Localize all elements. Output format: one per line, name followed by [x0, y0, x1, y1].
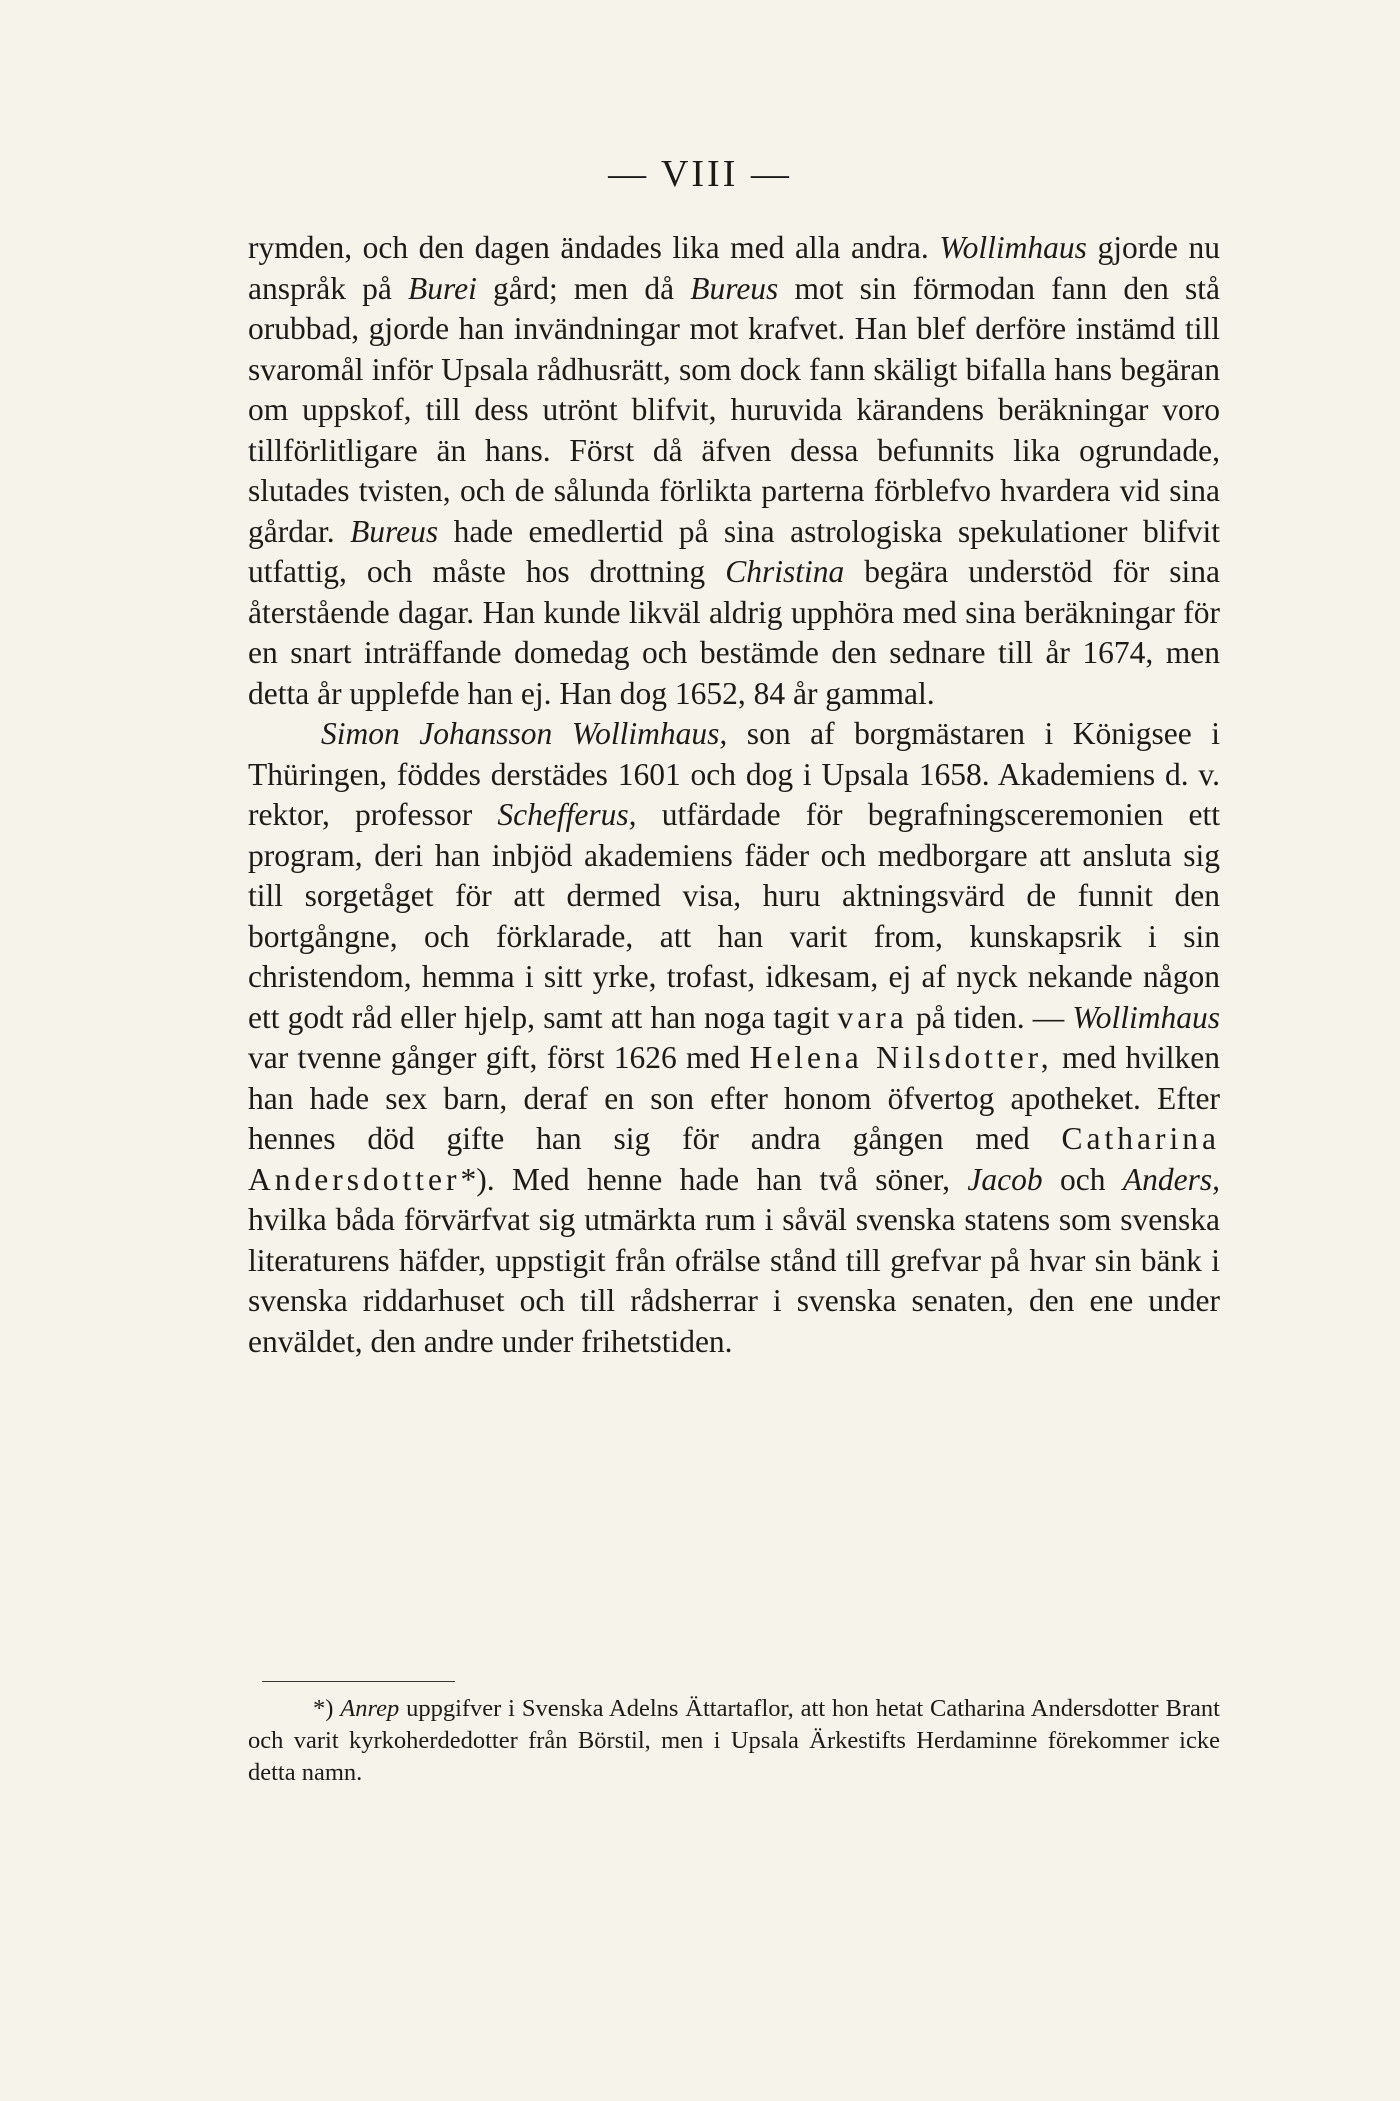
italic-run: Christina: [725, 554, 845, 589]
body-text: [248, 228, 1220, 1362]
italic-run: Bureus: [690, 270, 779, 306]
text-run: utfärdade för begrafningsceremonien ett program, deri han inbjöd akademiens fäder och medborgare att ansluta sig till sorgetåget för att dermed visa, huru aktningsvärd de funnit den bortgångne, och förklarade, att han varit from, kunskapsrik i sin christendom, hemma i sitt yrke, trofast, idkesam, ej af nyck nekande någon ett godt råd eller hjelp, samt att han noga tagit: [248, 797, 1221, 1035]
text-run: hvilka båda förvärfvat sig utmärkta rum i såväl svenska statens som svenska literaturens häfder, uppstigit från ofrälse stånd till grefvar på hvar sin bänk i svenska riddarhuset och till rådsherrar i svenska senaten, den ene under enväldet, den andre under frihetstiden.: [248, 1202, 1220, 1359]
footnote: [248, 1693, 1220, 1789]
text-run: var tvenne gånger gift, först 1626 med: [248, 1040, 750, 1075]
paragraph-1: [248, 228, 1220, 714]
text-run: rymden, och den dagen ändades lika med alla andra.: [248, 230, 940, 265]
text-run: son af borgmästaren i Königsee i Thüringen, föddes derstädes 1601 och dog i Upsala 1658. Akademiens d. v. rektor, professor: [248, 716, 1220, 832]
page-number-header: — VIII —: [608, 153, 792, 195]
text-run: begära understöd för sina återstående dagar. Han kunde likväl aldrig upphöra med sina beräkningar för en snart inträffande domedag och bestämde den sednare till år 1674, men detta år upplefde han ej. Han dog 1652, 84 år gammal.: [248, 554, 1220, 711]
text-run: *). Med henne hade han två söner,: [460, 1161, 968, 1197]
italic-run: Burei: [408, 270, 477, 306]
paragraph-2: [248, 714, 1220, 1362]
footnote-rule: [262, 1681, 455, 1682]
text-run: *): [313, 1695, 341, 1722]
italic-run: Wollimhaus: [1072, 999, 1221, 1035]
italic-run: Anrep: [340, 1695, 400, 1722]
italic-run: Schefferus,: [497, 797, 637, 832]
spaced-name-run: Helena Nilsdotter,: [749, 1040, 1053, 1075]
italic-run: Simon Johansson Wollimhaus,: [321, 716, 728, 751]
spaced-name-run: vara: [837, 999, 908, 1035]
text-run: mot sin förmodan fann den stå orubbad, gjorde han invändningar mot krafvet. Han blef derföre instämd till svaromål inför Upsala rådhusrätt, som dock fann skäligt bifalla hans begäran om uppskof, till dess utrönt blifvit, huruvida kärandens beräkningar voro tillförlitligare än hans. Först då äfven dessa befunnits lika ogrundade, slutades tvisten, och de sålunda förlikta parterna förblefvo hvardera vid sina gårdar.: [248, 270, 1220, 549]
spaced-name-run: Catharina Andersdotter: [248, 1121, 1220, 1197]
italic-run: Bureus: [350, 513, 439, 549]
text-run: gård; men då: [476, 270, 691, 306]
italic-run: Wollimhaus: [939, 230, 1087, 265]
text-run: gjorde nu anspråk på: [248, 230, 1220, 306]
text-run: och: [1042, 1161, 1123, 1197]
italic-run: Anders,: [1122, 1161, 1220, 1197]
text-run: med hvilken han hade sex barn, deraf en son efter honom öfvertog apotheket. Efter hennes död gifte han sig för andra gången med: [248, 1040, 1220, 1156]
text-run: uppgifver i Svenska Adelns Ättartaflor, att hon hetat Catharina Andersdotter Brant och varit kyrkoherdedotter från Börstil, men i Upsala Ärkestifts Herdaminne förekommer icke detta namn.: [248, 1695, 1220, 1786]
text-run: hade emedlertid på sina astrologiska spekulationer blifvit utfattig, och måste hos drottning: [248, 513, 1220, 589]
text-run: på tiden. —: [907, 999, 1073, 1035]
italic-run: Jacob: [967, 1161, 1043, 1197]
